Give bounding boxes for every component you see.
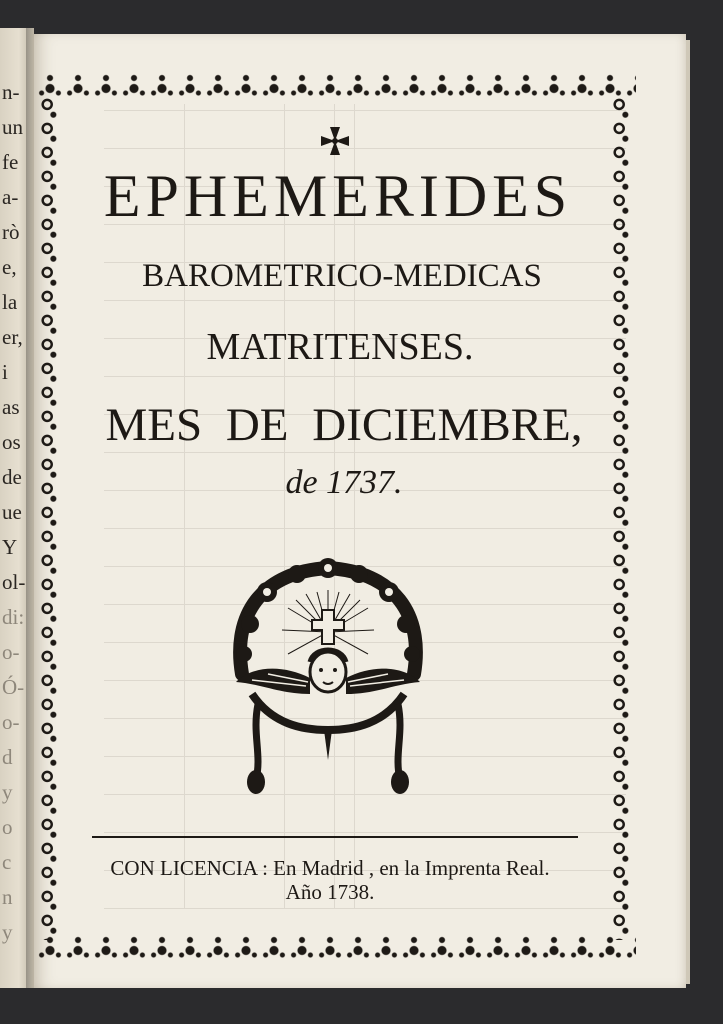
previous-page-line: la xyxy=(2,290,18,314)
previous-page-line: fe xyxy=(2,150,19,174)
previous-page-line: os xyxy=(2,430,21,454)
previous-page-line: er, xyxy=(2,325,23,349)
previous-page-line: y xyxy=(2,780,13,804)
previous-page-line: e, xyxy=(2,255,17,279)
previous-page-line: rò xyxy=(2,220,20,244)
previous-page-line: n xyxy=(2,885,13,909)
imprint-date: Año 1738. xyxy=(285,880,375,904)
previous-page-line: o- xyxy=(2,710,20,734)
previous-page-line: o- xyxy=(2,640,20,664)
previous-page-line: di: xyxy=(2,605,25,629)
previous-page-line: ol- xyxy=(2,570,26,594)
imprint-rule xyxy=(92,836,578,838)
previous-page-line: Y xyxy=(2,535,18,559)
month-line: MES DE DICIEMBRE, xyxy=(105,399,583,451)
previous-page-line: o xyxy=(2,815,13,839)
cross-pattee-icon xyxy=(320,126,350,156)
winged-cherub-cross-vignette xyxy=(222,554,434,794)
book-gutter xyxy=(26,28,34,988)
subtitle-line-2: MATRITENSES. xyxy=(206,326,474,368)
imprint-line: CON LICENCIA : En Madrid , en la Imprenta Real. xyxy=(110,856,550,880)
year-line: de 1737. xyxy=(285,464,403,501)
previous-page-line: as xyxy=(2,395,20,419)
previous-page-line: un xyxy=(2,115,23,139)
page-edge xyxy=(686,40,690,984)
previous-page-line: d xyxy=(2,745,13,769)
previous-page-line: ue xyxy=(2,500,22,524)
previous-page-line: n- xyxy=(2,80,20,104)
main-title: EPHEMERIDES xyxy=(103,163,573,229)
title-page-content xyxy=(34,34,686,988)
previous-page-line: de xyxy=(2,465,22,489)
previous-page-line: y xyxy=(2,920,13,944)
previous-page-line: c xyxy=(2,850,12,874)
title-page xyxy=(34,34,686,988)
border-bottom xyxy=(36,934,636,964)
previous-page-line: a- xyxy=(2,185,19,209)
previous-page-line: i xyxy=(2,360,8,384)
subtitle-line-1: BAROMETRICO-MEDICAS xyxy=(142,258,542,294)
border-top xyxy=(36,72,636,102)
previous-page-line: Ó- xyxy=(2,675,25,699)
